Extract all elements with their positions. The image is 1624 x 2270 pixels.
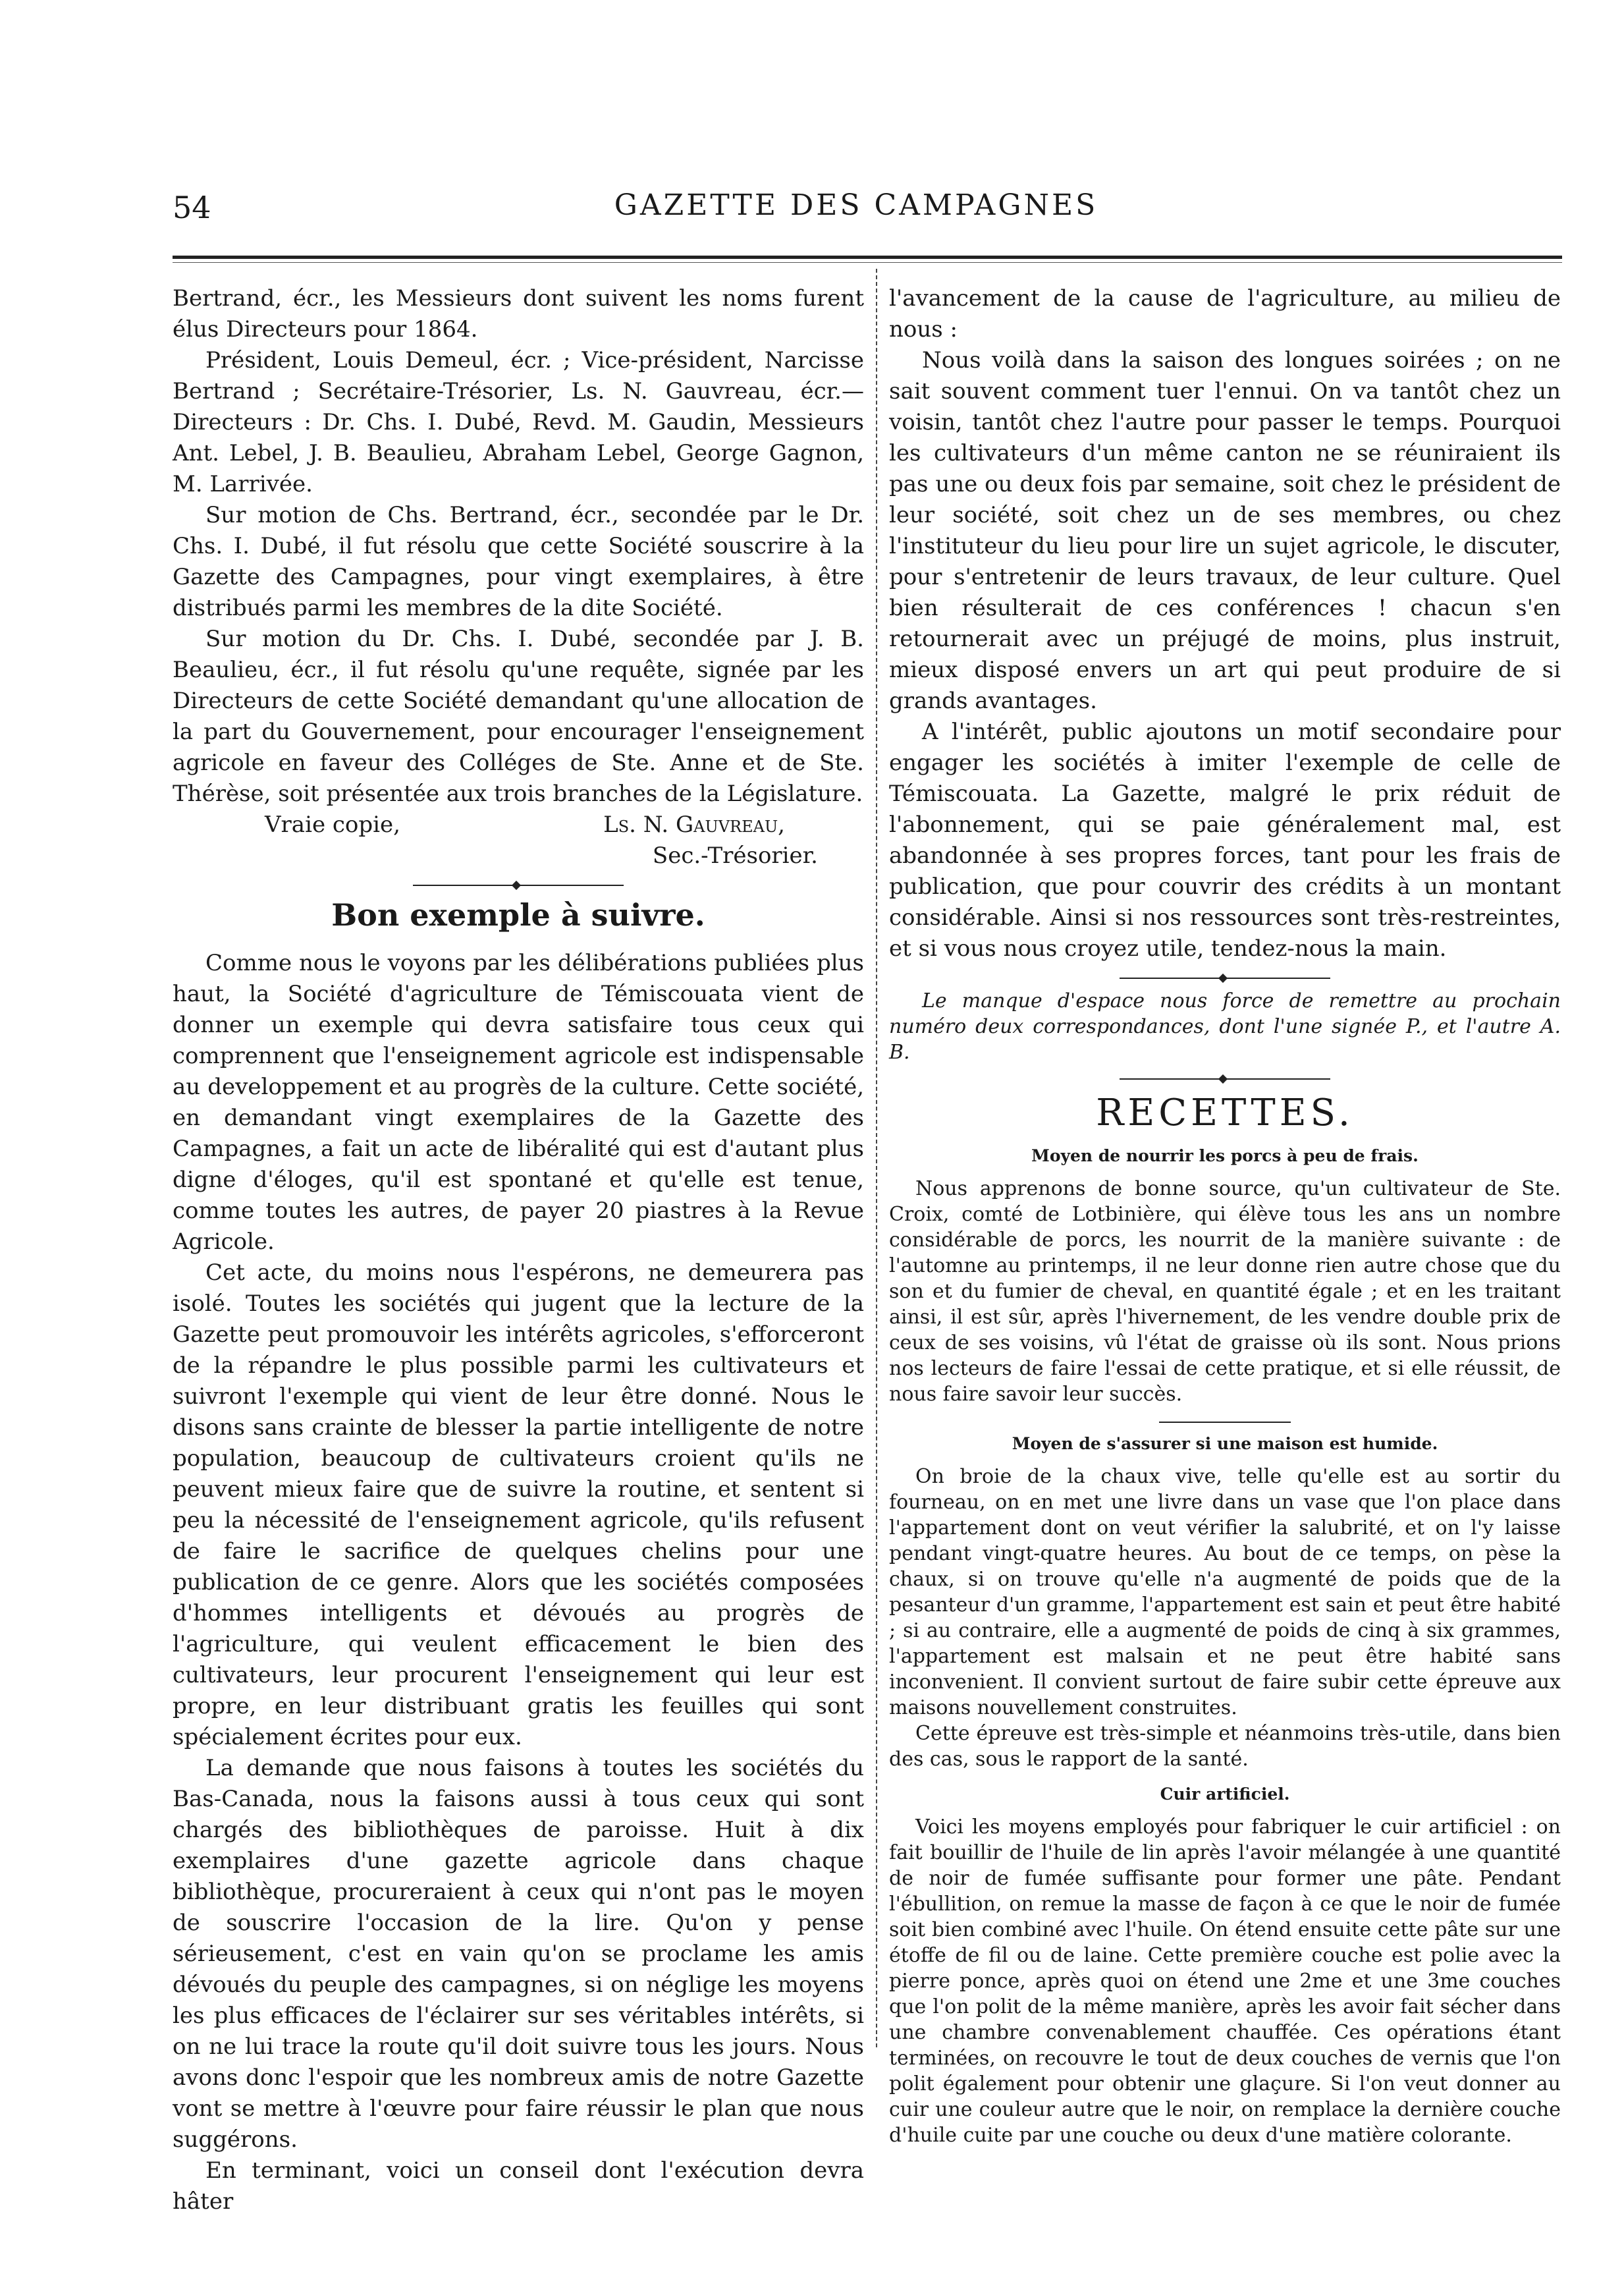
minutes-paragraph: Président, Louis Demeul, écr. ; Vice-président, Narcisse Bertrand ; Secrétaire-Trésorier, Ls. N. Gauvreau, écr.—Directeurs : Dr. Chs. I. Dubé, Revd. M. Gaudin, Messieurs Ant. Lebel, J. B. Beaulieu, Abraham Lebel, George Gagnon, M. Larrivée. bbox=[173, 347, 864, 497]
article-paragraph: Cet acte, du moins nous l'espérons, ne demeurera pas isolé. Toutes les sociétés qui jugent que la lecture de la Gazette peut promouvoir les intérêts agricoles, s'efforceront de la répandre le plus possible parmi les cultivateurs et suivront l'exemple qui vient de leur être donné. Nous le disons sans crainte de blesser la partie intelligente de notre population, beaucoup de cultivateurs croient qu'ils ne peuvent mieux faire que de suivre la routine, et sentent si peu la nécessité de l'enseignement agricole, qu'ils refusent de faire le sacrifice de quelques chelins pour une publication de ce genre. Alors que les sociétés composées d'hommes intelligents et dévoués au progrès de l'agriculture, qui veulent efficacement le bien des cultivateurs, leur procurent l'enseignement qui leur est propre, en leur distribuant gratis les feuilles qui sont spécialement écrites pour eux. bbox=[173, 1260, 864, 1750]
signature-attestation: Vraie copie, bbox=[265, 812, 400, 838]
article-paragraph: En terminant, voici un conseil dont l'exécution devra hâter bbox=[173, 2157, 864, 2215]
recipe-paragraph: Cette épreuve est très-simple et néanmoins très-utile, dans bien des cas, sous le rapport de la santé. bbox=[889, 1722, 1561, 1771]
signature-title: Sec.-Trésorier. bbox=[652, 843, 818, 869]
signature-name: Ls. N. Gauvreau, bbox=[603, 812, 785, 838]
ornament-rule bbox=[1120, 1078, 1330, 1080]
left-column bbox=[173, 283, 864, 2217]
recipe-title: Moyen de nourrir les porcs à peu de frais. bbox=[1031, 1146, 1419, 1165]
section-title: RECETTES. bbox=[1096, 1092, 1354, 1134]
recipe-title: Cuir artificiel. bbox=[1160, 1785, 1290, 1804]
recipe-body bbox=[889, 1814, 1561, 2148]
header-rule bbox=[173, 256, 1562, 263]
article-paragraph: l'avancement de la cause de l'agriculture, au milieu de nous : bbox=[889, 285, 1561, 343]
article-paragraph: La demande que nous faisons à toutes les sociétés du Bas-Canada, nous la faisons aussi à tous ceux qui sont chargés des bibliothèques de paroisse. Huit à dix exemplaires d'une gazette agricole dans chaque bibliothèque, procureraient à ceux qui n'ont pas le moyen de souscrire l'occasion de la lire. Qu'on y pense sérieusement, c'est en vain qu'on se proclame les amis dévoués du peuple des campagnes, si on néglige les moyens les plus efficaces de l'éclairer sur ses véritables intérêts, si on ne lui trace la route qu'il doit suivre tous les jours. Nous avons donc l'espoir que les nombreux amis de notre Gazette vont se mettre à l'œuvre pour faire réussir le plan que nous suggérons. bbox=[173, 1755, 864, 2153]
article-paragraph: A l'intérêt, public ajoutons un motif secondaire pour engager les sociétés à imiter l'exemple de celle de Témiscouata. La Gazette, malgré le prix réduit de l'abonnement, qui se paie généralement mal, est abandonnée à ses propres forces, tant pour les frais de publication, que pour couvrir des crédits à un montant considérable. Ainsi si nos ressources sont très-restreintes, et si vous nous croyez utile, tendez-nous la main. bbox=[889, 719, 1561, 962]
recipe-paragraph: Nous apprenons de bonne source, qu'un cultivateur de Ste. Croix, comté de Lotbinière, qui élève tous les ans un nombre considérable de porcs, les nourrit de la manière suivante : de l'automne au printemps, il ne leur donne rien autre chose que du son et du fumier de cheval, en quantité égale ; et en les traitant ainsi, il est sûr, après l'hivernement, de les vendre double prix de ceux de ses voisins, vû l'état de graisse où ils sont. Nous prions nos lecteurs de faire l'essai de cette pratique, et si elle réussit, de nous faire savoir leur succès. bbox=[889, 1177, 1561, 1406]
column-divider bbox=[876, 269, 877, 2047]
ornament-rule bbox=[413, 885, 624, 886]
recipe-paragraph: On broie de la chaux vive, telle qu'elle est au sortir du fourneau, on en met une livre dans un vase que l'on place dans l'appartement dont on veut vérifier la salubrité, et on l'y laisse pendant vingt-quatre heures. Au bout de ce temps, on pèse la chaux, si on trouve qu'elle n'a augmenté de poids que de la pesanteur d'un gramme, l'appartement est sain et peut être habité ; si au contraire, elle a augmenté de poids de cinq à six grammes, l'appartement est malsain et ne peut être habité sans inconvenient. Il convient surtout de faire subir cette épreuve aux maisons nouvellement construites. bbox=[889, 1465, 1561, 1719]
section-rule bbox=[1159, 1422, 1291, 1423]
recipe-body bbox=[889, 1464, 1561, 1772]
minutes-paragraph: Sur motion de Chs. Bertrand, écr., secondée par le Dr. Chs. I. Dubé, il fut résolu que cette Société souscrire à la Gazette des Campagnes, pour vingt exemplaires, à être distribués parmi les membres de la dite Société. bbox=[173, 502, 864, 621]
recipe-title: Moyen de s'assurer si une maison est humide. bbox=[1012, 1434, 1438, 1453]
signature-line bbox=[173, 810, 864, 841]
article-paragraph: Nous voilà dans la saison des longues soirées ; on ne sait souvent comment tuer l'ennui. On va tantôt chez un voisin, tantôt chez l'autre pour passer le temps. Pourquoi les cultivateurs d'un même canton ne se réuniraient ils pas une ou deux fois par semaine, soit chez le président de leur société, soit chez un de ses membres, ou chez l'instituteur du lieu pour lire un sujet agricole, le discuter, pour s'entretenir de leurs travaux, de leur culture. Quel bien résulterait de ces conférences ! chacun s'en retournerait avec un préjugé de moins, plus instruit, mieux disposé envers un art qui peut produire de si grands avantages. bbox=[889, 347, 1561, 714]
recipe-paragraph: Voici les moyens employés pour fabriquer le cuir artificiel : on fait bouillir de l'huile de lin après l'avoir mélangée à une quantité de noir de fumée suffisante pour former une pâte. Pendant l'ébullition, on remue la masse de façon à ce que le noir de fumée soit bien combiné avec l'huile. On étend ensuite cette pâte sur une étoffe de fil ou de laine. Cette première couche est polie avec la pierre ponce, après quoi on étend une 2me et une 3me couches que l'on polit de la même manière, après les avoir fait sécher dans une chambre convenablement chauffée. Ces opérations étant terminées, on recouvre le tout de deux couches de vernis que l'on polit également pour obtenir une glaçure. Si l'on veut donner au cuir une couleur autre que le noir, on remplace la dernière couche d'huile cuite par une couche ou deux d'une matière colorante. bbox=[889, 1815, 1561, 2147]
right-column bbox=[889, 283, 1561, 2148]
running-title: GAZETTE DES CAMPAGNES bbox=[614, 188, 1098, 222]
article-paragraph: Comme nous le voyons par les délibérations publiées plus haut, la Société d'agriculture de Témiscouata vient de donner un exemple qui devra satisfaire tous ceux qui comprennent que l'enseignement agricole est indispensable au developpement et au progrès de la culture. Cette société, en demandant vingt exemplaires de la Gazette des Campagnes, a fait un acte de libéralité qui est d'autant plus digne d'éloges, qu'il est spontané et qu'elle est tenue, comme toutes les autres, de payer 20 piastres à la Revue Agricole. bbox=[173, 950, 864, 1255]
recipe-body bbox=[889, 1176, 1561, 1407]
minutes-paragraph: Bertrand, écr., les Messieurs dont suivent les noms furent élus Directeurs pour 1864. bbox=[173, 285, 864, 343]
editorial-notice: Le manque d'espace nous force de remettre au prochain numéro deux correspondances, dont l'une signée P., et l'autre A. B. bbox=[889, 989, 1561, 1064]
minutes-paragraph: Sur motion du Dr. Chs. I. Dubé, secondée par J. B. Beaulieu, écr., il fut résolu qu'une requête, signée par les Directeurs de cette Société demandant qu'une allocation de la part du Gouvernement, pour encourager l'enseignement agricole en faveur des Colléges de Ste. Anne et de Ste. Thérèse, soit présentée aux trois branches de la Législature. bbox=[173, 626, 864, 807]
ornament-rule bbox=[1120, 978, 1330, 979]
page-number: 54 bbox=[173, 190, 211, 225]
article-title: Bon exemple à suivre. bbox=[331, 897, 705, 933]
